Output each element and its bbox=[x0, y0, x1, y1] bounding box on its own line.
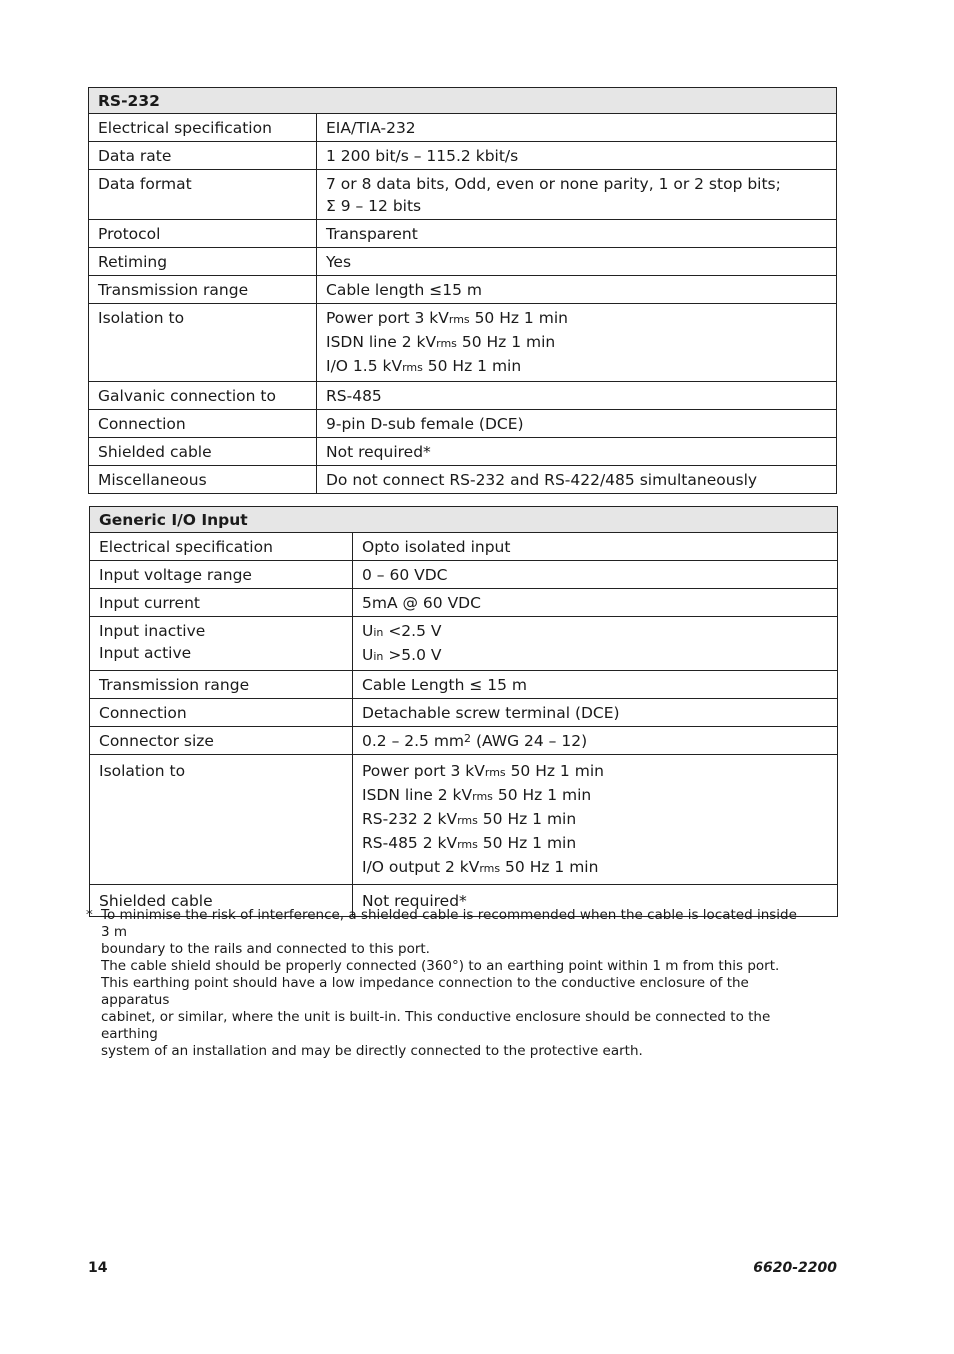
row-value: Detachable screw terminal (DCE) bbox=[353, 699, 838, 727]
value-text: U bbox=[362, 622, 374, 640]
row-value: RS-485 bbox=[317, 382, 837, 410]
label-line: Input inactive bbox=[99, 622, 206, 640]
row-label: Miscellaneous bbox=[89, 466, 317, 494]
row-value: EIA/TIA-232 bbox=[317, 114, 837, 142]
subscript: rms bbox=[484, 766, 506, 779]
table-row bbox=[90, 671, 838, 699]
subscript: rms bbox=[457, 838, 478, 851]
table-row bbox=[89, 114, 837, 142]
footnote-line: cabinet, or similar, where the unit is built-in. This conductive enclosure should be connected to the earthing bbox=[101, 1009, 771, 1042]
value-text: RS-485 2 kV bbox=[362, 834, 458, 852]
generic-io-table-title: Generic I/O Input bbox=[90, 507, 838, 533]
value-text: Power port 3 kV bbox=[326, 309, 449, 327]
subscript: rms bbox=[472, 790, 493, 803]
table-row bbox=[89, 142, 837, 170]
row-label: Input current bbox=[90, 589, 353, 617]
row-label: Data format bbox=[89, 170, 317, 220]
row-value: Transparent bbox=[317, 220, 837, 248]
table-row bbox=[89, 170, 837, 220]
value-text: <2.5 V bbox=[383, 622, 442, 640]
row-value: 0 – 60 VDC bbox=[353, 561, 838, 589]
value-line bbox=[326, 355, 828, 379]
row-label: Connector size bbox=[90, 727, 353, 755]
subscript: rms bbox=[479, 862, 501, 875]
row-value bbox=[317, 304, 837, 382]
value-text: 50 Hz 1 min bbox=[500, 858, 599, 876]
table-row bbox=[90, 589, 838, 617]
table-row bbox=[90, 617, 838, 671]
row-value: Cable length ≤15 m bbox=[317, 276, 837, 304]
value-line: Σ 9 – 12 bits bbox=[326, 197, 422, 215]
value-line bbox=[326, 331, 828, 355]
table-row bbox=[90, 727, 838, 755]
row-value: Not required* bbox=[317, 438, 837, 466]
table-row bbox=[89, 276, 837, 304]
value-text: I/O 1.5 kV bbox=[326, 357, 403, 375]
generic-io-spec-table bbox=[89, 506, 838, 917]
value-line: 7 or 8 data bits, Odd, even or none parity, 1 or 2 stop bits; bbox=[326, 175, 781, 193]
value-text: 50 Hz 1 min bbox=[492, 786, 592, 804]
row-label: Isolation to bbox=[90, 755, 353, 885]
value-line bbox=[326, 307, 828, 331]
label-line: Input active bbox=[99, 644, 192, 662]
document-number: 6620-2200 bbox=[753, 1260, 837, 1276]
value-line bbox=[362, 620, 829, 644]
row-label: Shielded cable bbox=[89, 438, 317, 466]
row-label: Transmission range bbox=[89, 276, 317, 304]
row-label: Connection bbox=[89, 410, 317, 438]
row-label: Retiming bbox=[89, 248, 317, 276]
table-row bbox=[90, 561, 838, 589]
row-value: Do not connect RS-232 and RS-422/485 simultaneously bbox=[317, 466, 837, 494]
value-text: 50 Hz 1 min bbox=[477, 810, 577, 828]
value-line bbox=[362, 808, 829, 832]
table-row bbox=[89, 304, 837, 382]
rs232-spec-table bbox=[88, 87, 837, 494]
page-number: 14 bbox=[88, 1260, 108, 1276]
footnote-line: system of an installation and may be directly connected to the protective earth. bbox=[101, 1043, 643, 1059]
row-label: Galvanic connection to bbox=[89, 382, 317, 410]
table-row bbox=[89, 466, 837, 494]
row-label: Shielded cable bbox=[90, 885, 353, 917]
footnote-body bbox=[101, 907, 806, 1060]
value-text: >5.0 V bbox=[383, 646, 442, 664]
footnote bbox=[86, 907, 806, 1060]
superscript: 2 bbox=[464, 732, 472, 745]
row-label: Input voltage range bbox=[90, 561, 353, 589]
subscript: rms bbox=[448, 313, 470, 326]
value-text: (AWG 24 – 12) bbox=[471, 732, 588, 750]
row-value: Yes bbox=[317, 248, 837, 276]
value-line bbox=[362, 760, 829, 784]
table-row bbox=[90, 699, 838, 727]
subscript: rms bbox=[457, 814, 478, 827]
value-text: Power port 3 kV bbox=[362, 762, 485, 780]
row-label: Protocol bbox=[89, 220, 317, 248]
row-value bbox=[353, 727, 838, 755]
value-line bbox=[362, 832, 829, 856]
row-label: Electrical specification bbox=[90, 533, 353, 561]
row-label: Connection bbox=[90, 699, 353, 727]
value-text: ISDN line 2 kV bbox=[326, 333, 437, 351]
value-text: I/O output 2 kV bbox=[362, 858, 480, 876]
subscript: rms bbox=[402, 361, 423, 374]
value-line bbox=[362, 644, 829, 668]
value-text: 0.2 – 2.5 mm bbox=[362, 732, 465, 750]
value-text: 50 Hz 1 min bbox=[456, 333, 556, 351]
table-row bbox=[89, 248, 837, 276]
table-row bbox=[89, 438, 837, 466]
row-value: 9-pin D-sub female (DCE) bbox=[317, 410, 837, 438]
table-row bbox=[90, 533, 838, 561]
table-row bbox=[89, 410, 837, 438]
subscript: in bbox=[373, 650, 384, 663]
footnote-line: This earthing point should have a low impedance connection to the conductive enclosure of the apparatus bbox=[101, 975, 749, 1008]
footnote-line: boundary to the rails and connected to this port. bbox=[101, 941, 430, 957]
row-label bbox=[90, 617, 353, 671]
row-value: Opto isolated input bbox=[353, 533, 838, 561]
row-value bbox=[317, 170, 837, 220]
footnote-mark: * bbox=[86, 907, 93, 923]
row-value: Not required* bbox=[353, 885, 838, 917]
value-text: 50 Hz 1 min bbox=[505, 762, 604, 780]
value-text: 50 Hz 1 min bbox=[422, 357, 522, 375]
value-line bbox=[362, 856, 829, 880]
row-value bbox=[353, 617, 838, 671]
table-row bbox=[89, 382, 837, 410]
value-line bbox=[362, 784, 829, 808]
value-text: U bbox=[362, 646, 374, 664]
subscript: rms bbox=[436, 337, 457, 350]
row-value: 5mA @ 60 VDC bbox=[353, 589, 838, 617]
footnote-line: To minimise the risk of interference, a shielded cable is recommended when the cable is located inside 3 m bbox=[101, 907, 797, 940]
value-text: ISDN line 2 kV bbox=[362, 786, 473, 804]
row-label: Data rate bbox=[89, 142, 317, 170]
table-row bbox=[89, 220, 837, 248]
value-text: RS-232 2 kV bbox=[362, 810, 458, 828]
footnote-line: The cable shield should be properly connected (360°) to an earthing point within 1 m from this port. bbox=[101, 958, 780, 974]
value-text: 50 Hz 1 min bbox=[477, 834, 577, 852]
value-text: 50 Hz 1 min bbox=[469, 309, 568, 327]
row-label: Transmission range bbox=[90, 671, 353, 699]
row-value: 1 200 bit/s – 115.2 kbit/s bbox=[317, 142, 837, 170]
row-label: Electrical specification bbox=[89, 114, 317, 142]
rs232-table-title: RS-232 bbox=[89, 88, 837, 114]
row-value: Cable Length ≤ 15 m bbox=[353, 671, 838, 699]
table-row bbox=[90, 755, 838, 885]
subscript: in bbox=[373, 626, 384, 639]
row-value bbox=[353, 755, 838, 885]
row-label: Isolation to bbox=[89, 304, 317, 382]
